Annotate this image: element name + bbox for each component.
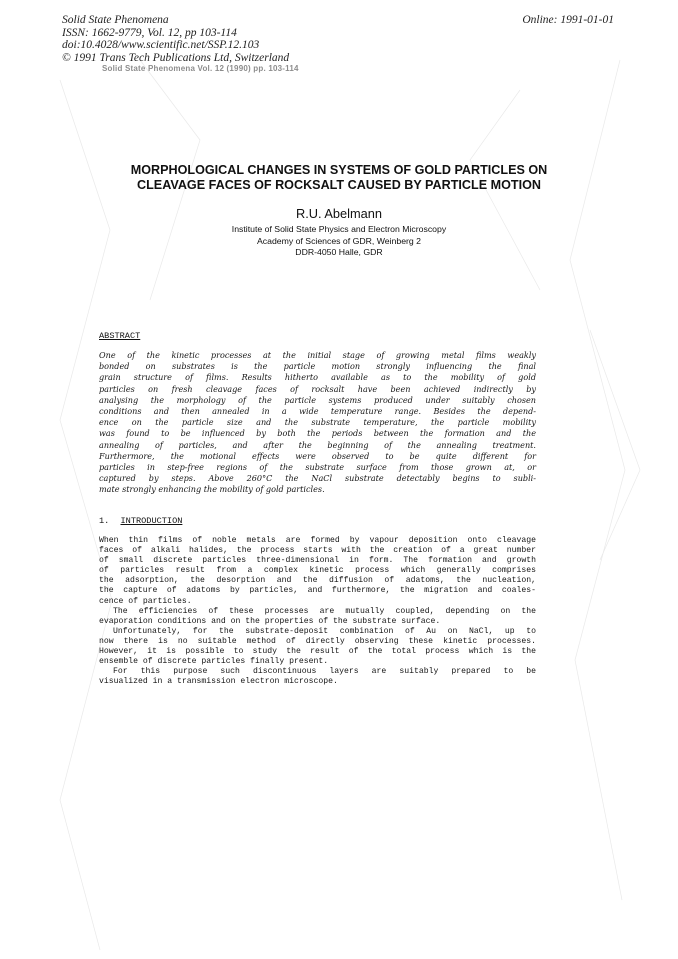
introduction-line: the capture of adatoms by particles, and furthermore, the migration and coales-: [99, 586, 536, 596]
abstract-line: ence on the particle size and the substrate temperature, the particle mobility: [99, 417, 536, 428]
publication-metadata: [62, 14, 289, 64]
introduction-line: For this purpose such discontinuous layers are suitably prepared to be: [113, 667, 536, 677]
abstract-line: mate strongly enhancing the mobility of gold particles.: [99, 484, 325, 495]
abstract-line: particles on fresh cleavage faces of rocksalt have been achieved indirectly by: [99, 383, 536, 394]
affiliation-line: Academy of Sciences of GDR, Weinberg 2: [256, 235, 421, 246]
introduction-line: Unfortunately, for the substrate-deposit combination of Au on NaCl, up to: [113, 626, 536, 636]
affiliation-line: Institute of Solid State Physics and Electron Microscopy: [231, 224, 447, 234]
abstract-line: One of the kinetic processes at the initial stage of growing metal films weakly: [99, 350, 536, 360]
introduction-line: now there is no suitable method of directly observing these kinetic processes.: [99, 636, 536, 646]
copyright-line: © 1991 Trans Tech Publications Ltd, Switzerland: [62, 51, 290, 64]
title-line: MORPHOLOGICAL CHANGES IN SYSTEMS OF GOLD PARTICLES ON: [130, 163, 548, 177]
title-line: CLEAVAGE FACES OF ROCKSALT CAUSED BY PARTICLE MOTION: [137, 178, 541, 192]
introduction-line: The efficiencies of these processes are mutually coupled, depending on the: [113, 606, 536, 616]
issn-line: ISSN: 1662-9779, Vol. 12, pp 103-114: [62, 26, 237, 39]
abstract-line: particles in step-free regions of the substrate surface from those grown at, or: [99, 462, 536, 473]
introduction-line: However, it is possible to study the result of the total process which is the: [99, 647, 536, 657]
abstract-line: was found to be influenced by both the periods between the formation and the: [99, 428, 536, 439]
abstract-line: analysing the morphology of the particle systems produced under suitably chosen: [99, 394, 536, 405]
abstract-line: annealing of particles, and after the beginning of the annealing treatment.: [99, 439, 536, 450]
introduction-line: evaporation conditions and on the properties of the substrate surface.: [99, 616, 441, 626]
introduction-text: [99, 536, 536, 687]
section-number: 1.: [99, 516, 110, 526]
abstract-line: conditions and then annealed in a wide temperature range. Besides the depend-: [99, 406, 536, 417]
section-title: INTRODUCTION: [120, 516, 183, 526]
introduction-line: faces of alkali halides, the process starts with the creation of a great number: [99, 546, 536, 556]
journal-name: Solid State Phenomena: [62, 14, 169, 26]
introduction-line: cence of particles.: [99, 596, 192, 606]
online-date: Online: 1991-01-01: [522, 14, 614, 26]
introduction-line: the adsorption, the desorption and the diffusion of adatoms, the nucleation,: [99, 576, 536, 586]
introduction-line: When thin films of noble metals are formed by vapour deposition onto cleavage: [99, 536, 536, 545]
abstract-line: Furthermore, the motional effects were observed to be quite different for: [99, 450, 536, 461]
doi-line: doi:10.4028/www.scientific.net/SSP.12.103: [62, 39, 260, 51]
author-affiliation: [60, 224, 618, 259]
introduction-line: of small discrete particles three-dimensional in form. The formation and growth: [99, 556, 536, 566]
abstract-line: bonded on substrates is the particle motion strongly influencing the final: [99, 361, 536, 372]
author-name: R.U. Abelmann: [295, 206, 383, 221]
affiliation-line: DDR-4050 Halle, GDR: [295, 247, 383, 257]
abstract-line: grain structure of films. Results hitherto available as to the mobility of gold: [99, 372, 536, 383]
abstract-line: captured by steps. Above 260°C the NaCl substrate detectably begins to subli-: [99, 473, 536, 484]
introduction-line: ensemble of discrete particles finally present.: [99, 657, 329, 667]
original-running-header: Solid State Phenomena Vol. 12 (1990) pp. 103-114: [102, 64, 299, 73]
paper-title: [60, 163, 618, 193]
abstract-text: [99, 350, 536, 496]
introduction-line: visualized in a transmission electron microscope.: [99, 677, 338, 687]
abstract-heading: ABSTRACT: [99, 331, 141, 341]
introduction-heading: [99, 516, 182, 526]
introduction-line: of particles result from a complex kinetic process which generally comprises: [99, 566, 536, 576]
